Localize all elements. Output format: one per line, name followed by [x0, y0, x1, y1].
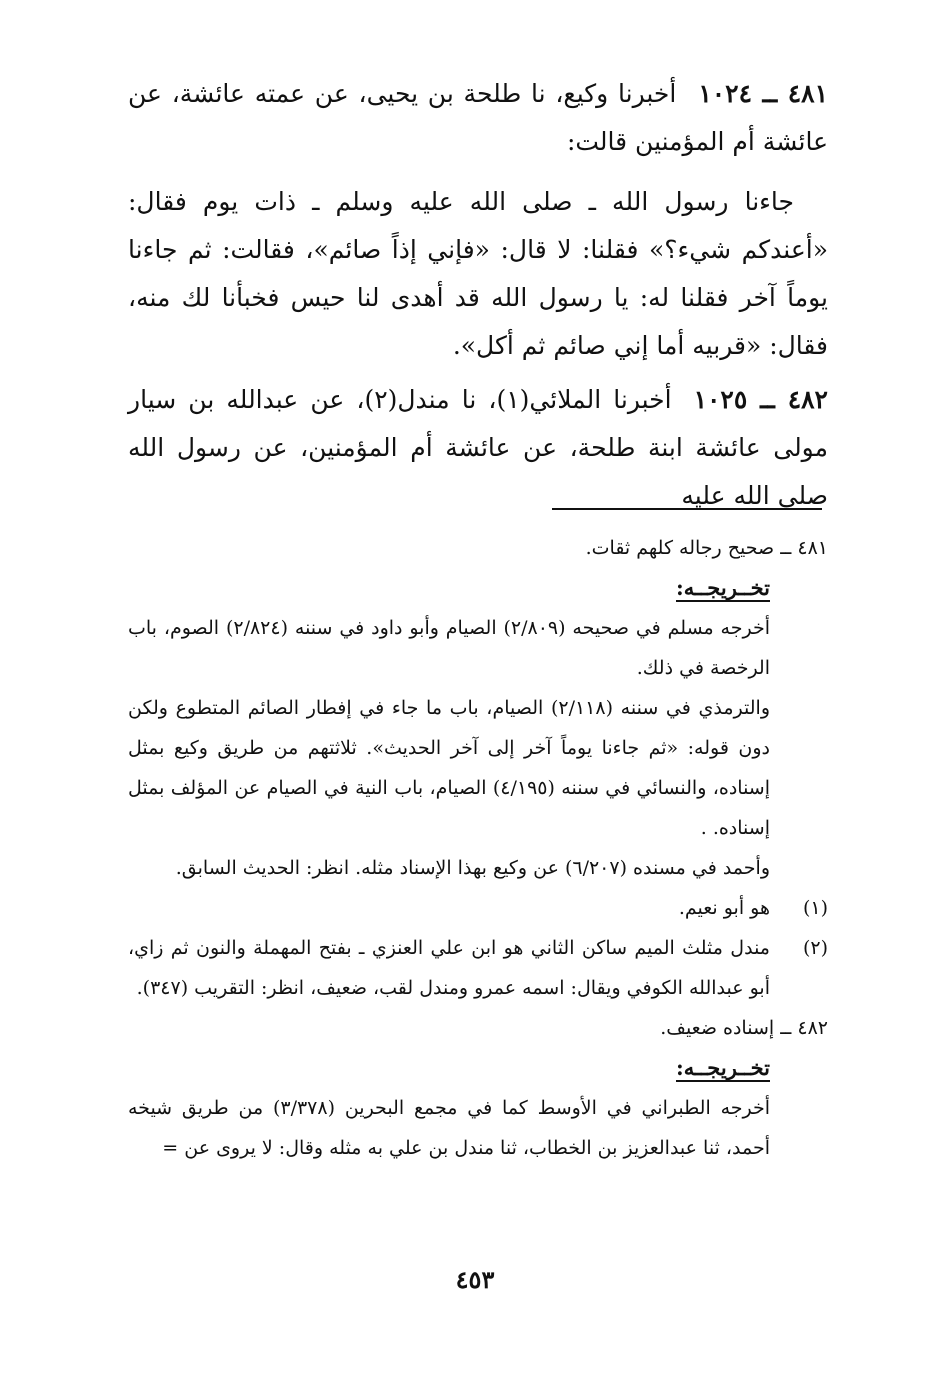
hadith-text: أخبرنا وكيع، نا طلحة بن يحيى، عن عمته عائشة، عن عائشة أم المؤمنين قالت:: [128, 79, 828, 156]
footnote-divider: [552, 508, 822, 510]
hadith-text: أخبرنا الملائي(١)، نا مندل(٢)، عن عبدالله بن سيار مولى عائشة ابنة طلحة، عن عائشة أم المؤمنين، عن رسول الله صلى الله عليه: [128, 385, 828, 510]
footnotes: [128, 528, 828, 1168]
main-text: [128, 70, 828, 520]
takhrij-heading: تخــريجــه:: [675, 1055, 770, 1080]
hadith-481: [128, 70, 828, 166]
page-number: ٤٥٣: [455, 1265, 495, 1294]
hadith-482: [128, 376, 828, 520]
note-481-para: وأحمد في مسنده (٦/٢٠٧) عن وكيع بهذا الإسناد مثله. انظر: الحديث السابق.: [175, 857, 770, 879]
note-481-para: أخرجه مسلم في صحيحه (٢/٨٠٩) الصيام وأبو داود في سننه (٢/٨٢٤) الصوم، باب الرخصة في ذلك.: [128, 617, 771, 679]
note-481-title: ٤٨١ ــ صحيح رجاله كلهم ثقات.: [585, 537, 828, 559]
footnote-2: [128, 928, 828, 1008]
hadith-number: ٤٨٢ ــ ١٠٢٥: [693, 385, 828, 414]
hadith-481-body: جاءنا رسول الله ـ صلى الله عليه وسلم ـ ذات يوم فقال: «أعندكم شيء؟» فقلنا: لا قال: «فإني إذاً صائم»، فقالت: ثم جاءنا يوماً آخر فقلنا له: يا رسول الله قد أهدى لنا حيس فخبأنا لك منه، فقال: «قربيه أما إني صائم ثم أكل».: [128, 187, 828, 360]
footnote-1: [128, 888, 828, 928]
note-482-title: ٤٨٢ ــ إسناده ضعيف.: [660, 1017, 828, 1039]
footnote-text: هو أبو نعيم.: [678, 897, 770, 919]
footnote-number: (٢): [802, 937, 828, 959]
hadith-number: ٤٨١ ــ ١٠٢٤: [698, 79, 829, 108]
note-482-para: أخرجه الطبراني في الأوسط كما في مجمع البحرين (٣/٣٧٨) من طريق شيخه أحمد، ثنا عبدالعزيز بن الخطاب، ثنا مندل بن علي به مثله وقال: لا يروى عن =: [128, 1097, 771, 1159]
footnote-number: (١): [802, 897, 828, 919]
takhrij-heading: تخــريجــه:: [675, 575, 770, 600]
footnote-text: مندل مثلث الميم ساكن الثاني هو ابن علي العنزي ـ بفتح المهملة والنون ثم زاي، أبو عبدالله الكوفي ويقال: اسمه عمرو ومندل لقب، ضعيف، انظر: التقريب (٣٤٧).: [128, 937, 770, 999]
note-481-para: والترمذي في سننه (٢/١١٨) الصيام، باب ما جاء في إفطار الصائم المتطوع ولكن دون قوله: «ثم جاءنا يوماً آخر إلى آخر الحديث». ثلاثتهم من طريق وكيع بمثل إسناده، والنسائي في سننه (٤/١٩٥) الصيام، باب النية في الصيام عن المؤلف بمثل إسناده. .: [128, 697, 770, 839]
